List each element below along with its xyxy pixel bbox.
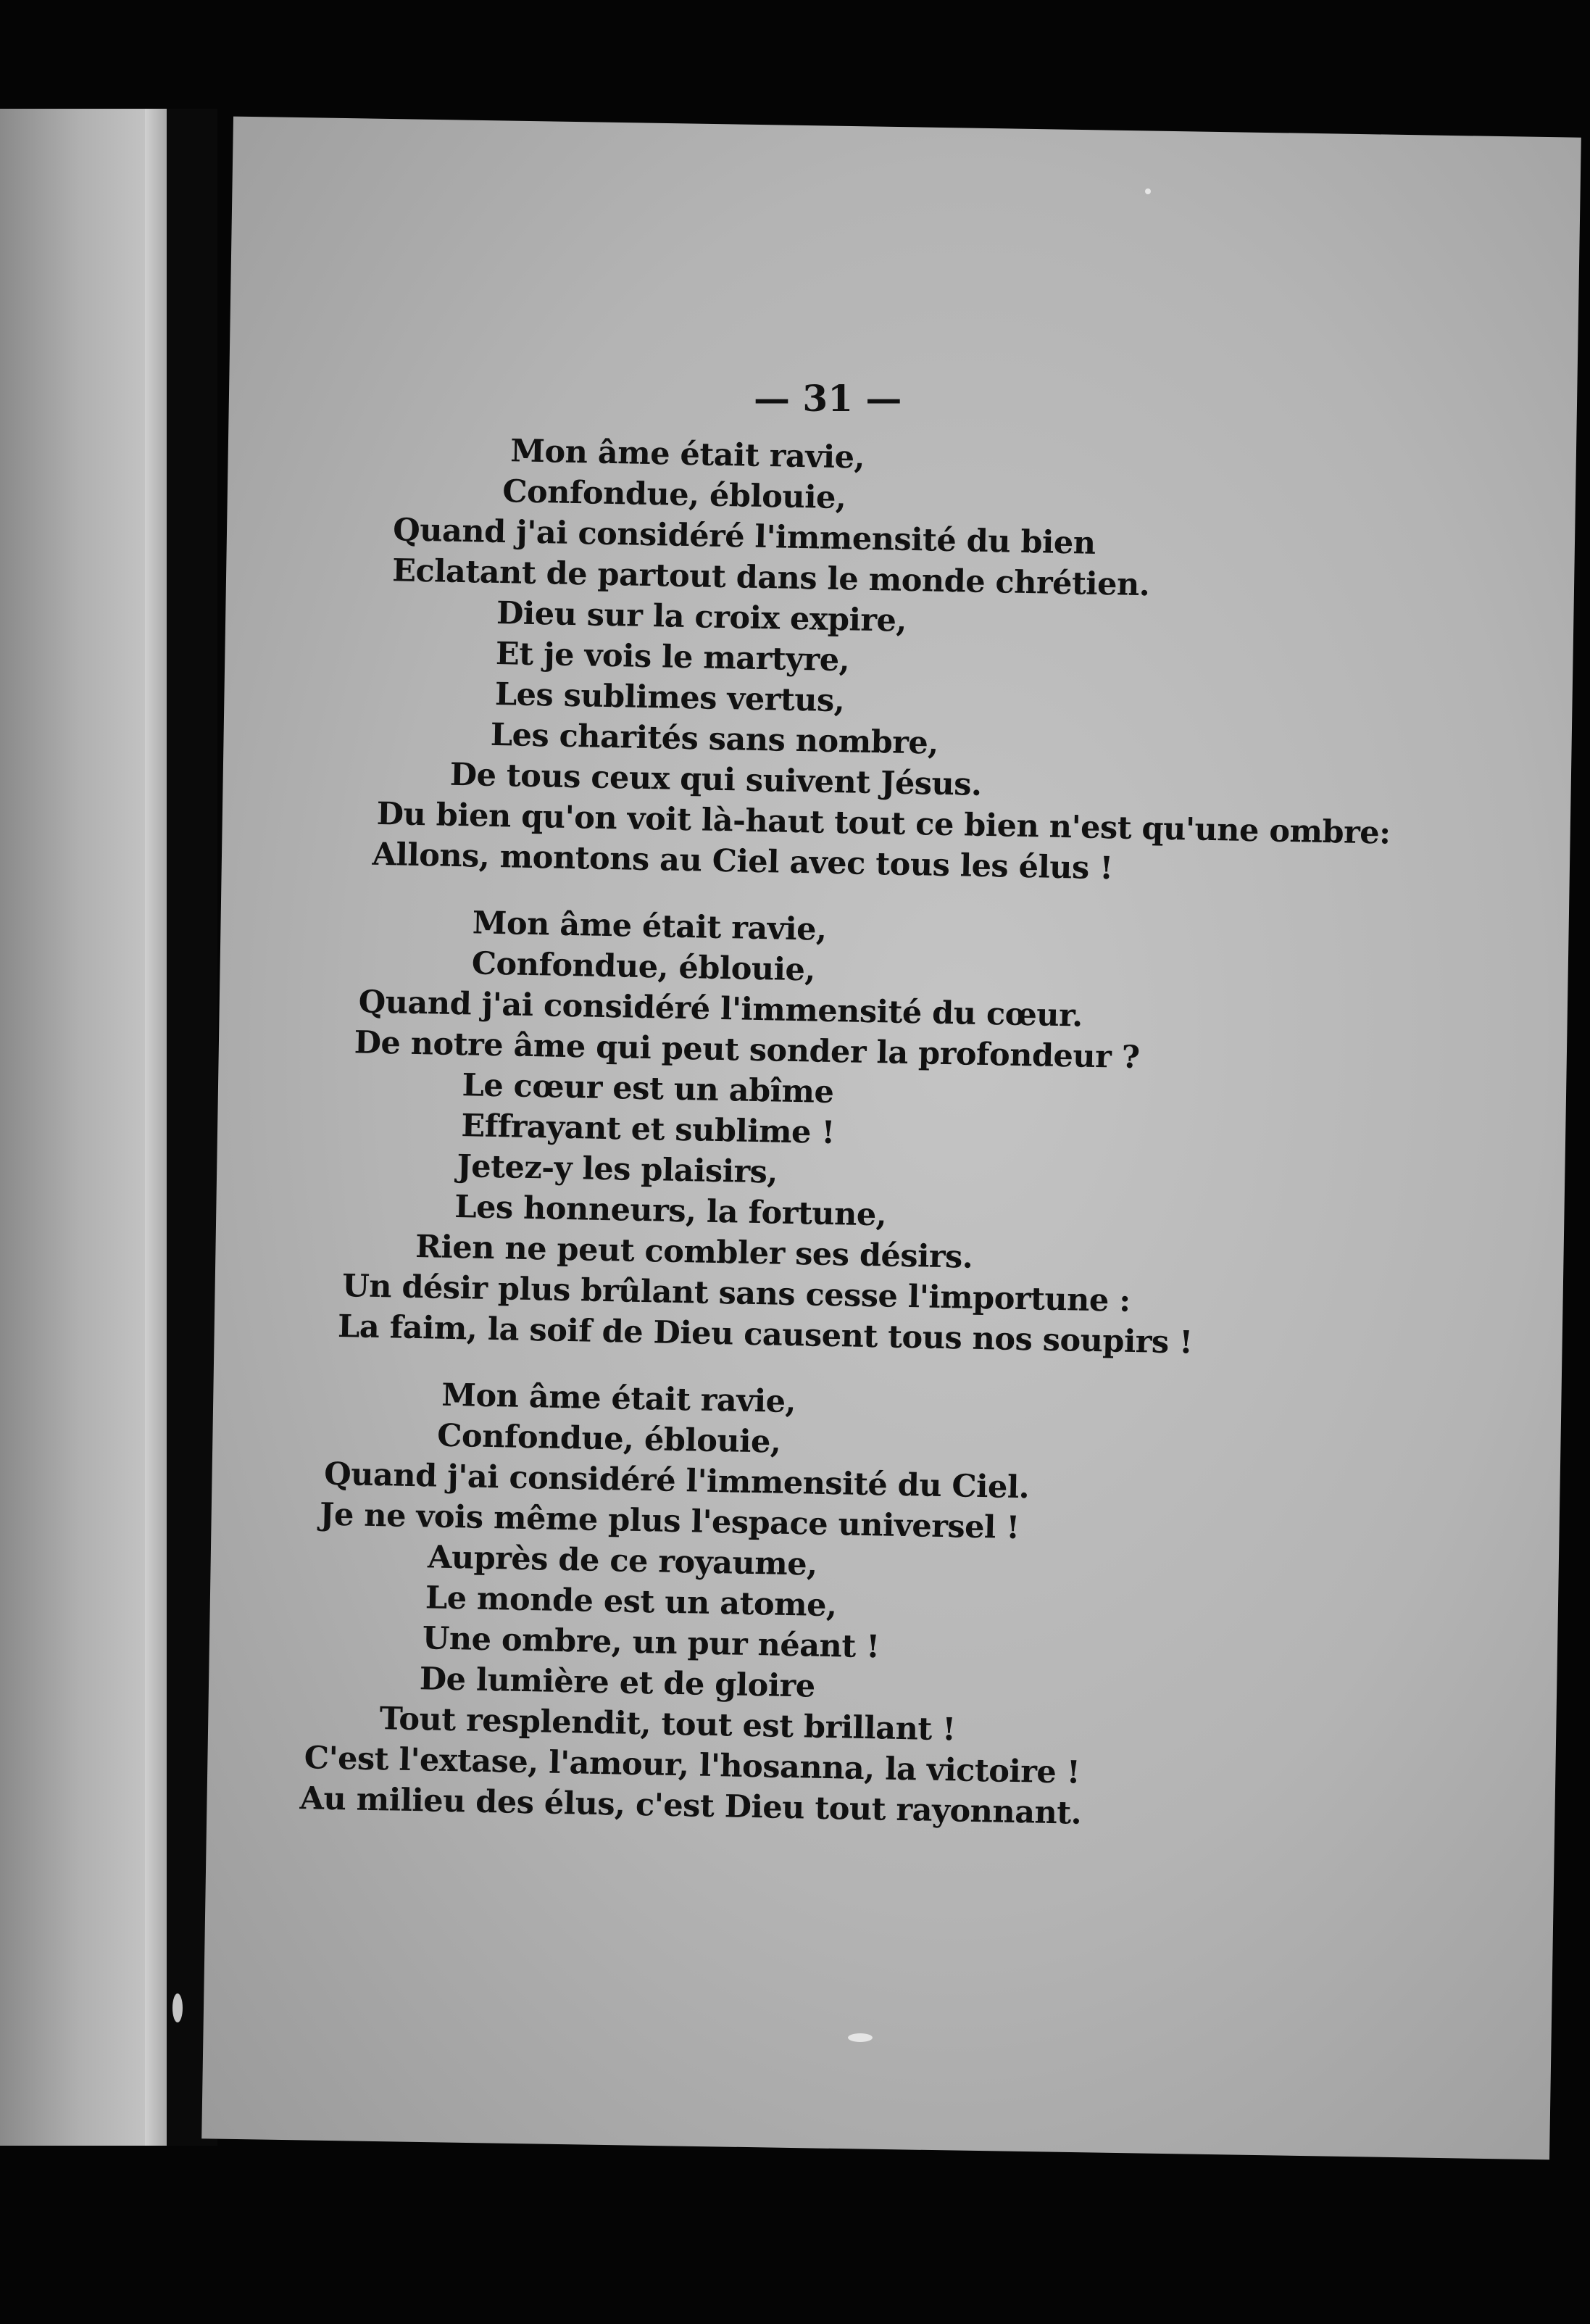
poem-line: Dieu sur la croix expire, [496, 594, 907, 639]
scan-speck [1145, 188, 1151, 194]
poem [0, 421, 1590, 2119]
poem-line: De notre âme qui peut sonder la profondeur ? [354, 1024, 1140, 1076]
poem-line: Un désir plus brûlant sans cesse l'importune : [341, 1268, 1131, 1319]
poem-line: Au milieu des élus, c'est Dieu tout rayonnant. [299, 1780, 1082, 1832]
poem-line: Mon âme était ravie, [472, 905, 827, 948]
poem-line: De lumière et de gloire [419, 1661, 816, 1705]
poem-line: La faim, la soif de Dieu causent tous nos soupirs ! [337, 1308, 1193, 1361]
poem-line: Je ne vois même plus l'espace universel ! [319, 1496, 1020, 1547]
poem-line: Rien ne peut combler ses désirs. [415, 1229, 973, 1276]
poem-line: Une ombre, un pur néant ! [422, 1620, 881, 1666]
poem-line: Mon âme était ravie, [509, 433, 865, 476]
poem-line: De tous ceux qui suivent Jésus. [449, 756, 982, 803]
poem-line: Auprès de ce royaume, [427, 1539, 818, 1583]
poem-line: Effrayant et sublime ! [461, 1108, 836, 1152]
poem-line: Et je vois le martyre, [495, 635, 850, 679]
page-number: — 31 — [754, 377, 902, 420]
poem-line: Allons, montons au Ciel avec tous les élus ! [372, 836, 1114, 887]
poem-line: Le cœur est un abîme [462, 1067, 834, 1111]
poem-line: Du bien qu'on voit là-haut tout ce bien n'est qu'une ombre: [376, 795, 1391, 852]
poem-line: Quand j'ai considéré l'immensité du cœur. [358, 984, 1083, 1034]
scan-speck [848, 2033, 873, 2042]
poem-line: Confondue, éblouie, [501, 473, 846, 517]
poem-line: Tout resplendit, tout est brillant ! [379, 1701, 957, 1748]
scan-speck [172, 1993, 183, 2022]
poem-line: Les honneurs, la fortune, [454, 1189, 887, 1234]
poem-line: Le monde est un atome, [425, 1580, 837, 1624]
poem-line: Jetez-y les plaisirs, [456, 1148, 778, 1191]
poem-line: Quand j'ai considéré l'immensité du bien [392, 512, 1096, 562]
poem-line: C'est l'extase, l'amour, l'hosanna, la victoire ! [304, 1740, 1081, 1791]
poem-line: Eclatant de partout dans le monde chrétien. [391, 552, 1150, 604]
poem-line: Les sublimes vertus, [494, 676, 845, 720]
poem-line: Confondue, éblouie, [436, 1417, 781, 1461]
poem-line: Quand j'ai considéré l'immensité du Ciel. [323, 1456, 1030, 1506]
poem-line: Mon âme était ravie, [441, 1377, 796, 1421]
poem-line: Confondue, éblouie, [471, 945, 816, 989]
poem-line: Les charités sans nombre, [490, 716, 939, 762]
